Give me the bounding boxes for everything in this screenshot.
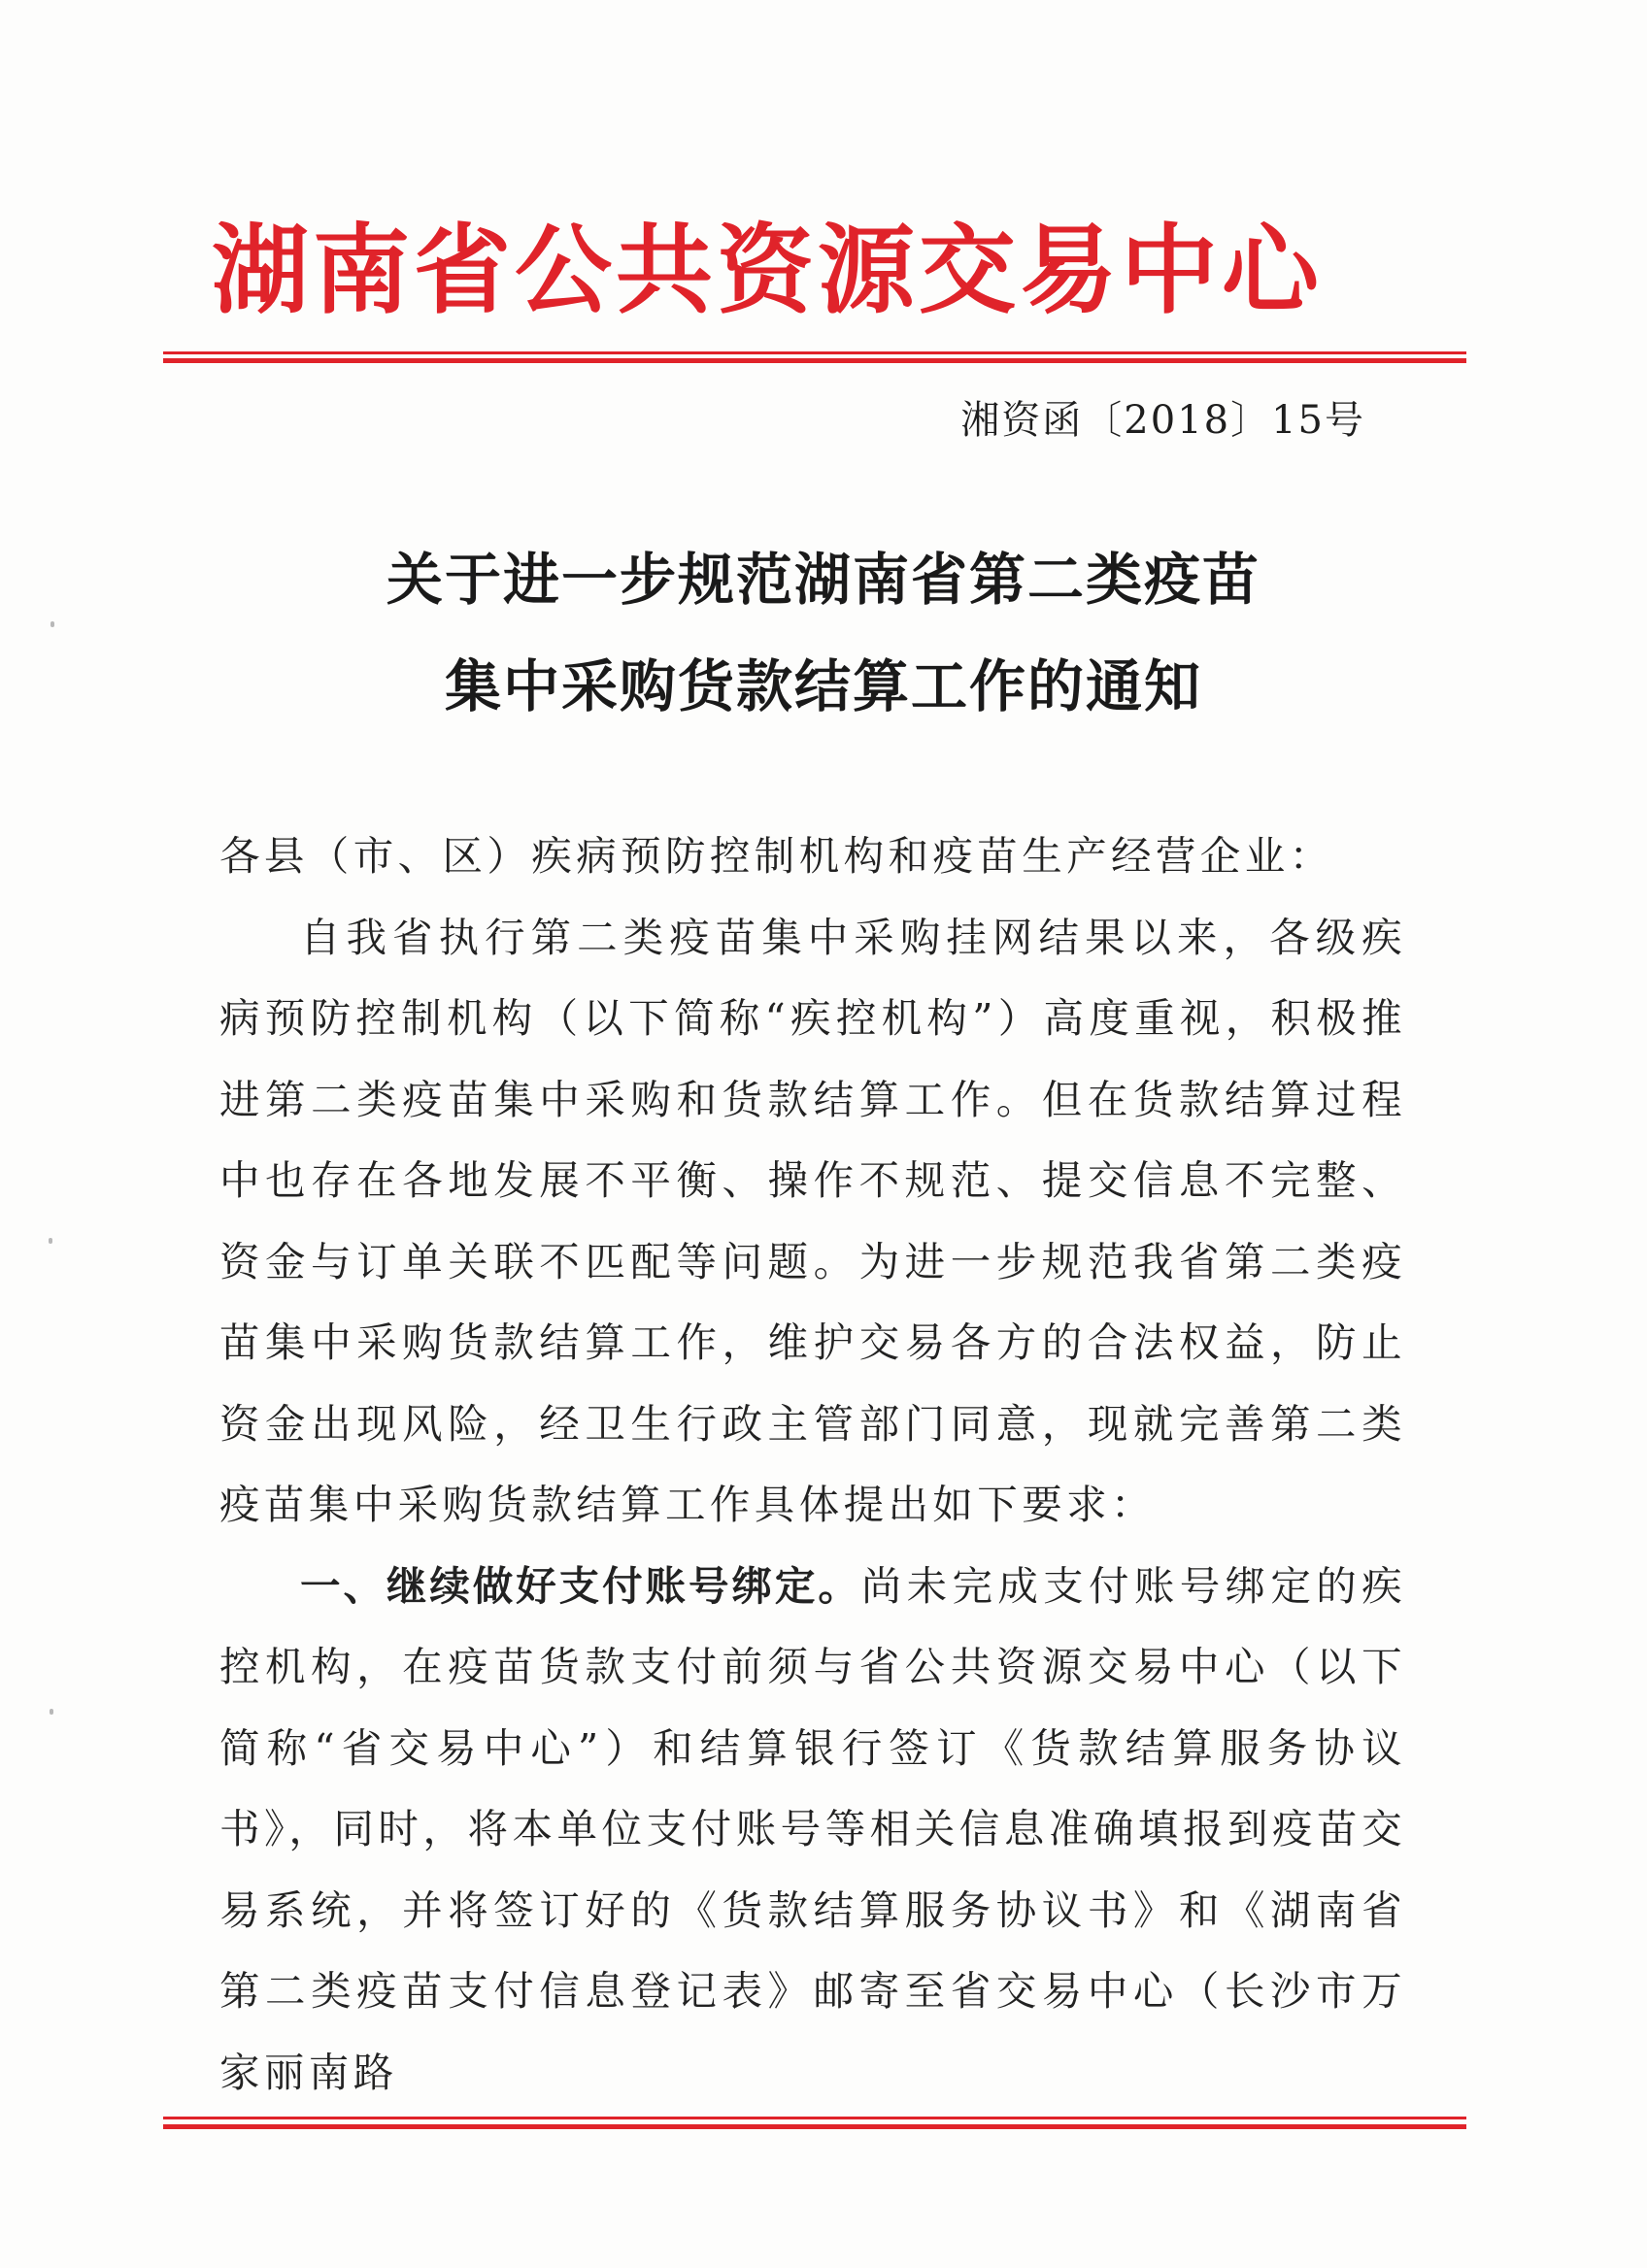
paragraph-item-1 [219,1546,1406,2114]
document-body [219,816,1406,2113]
org-header-title: 湖南省公共资源交易中心 [212,213,1323,327]
item-1-text: 尚未完成支付账号绑定的疾控机构，在疫苗货款支付前须与省公共资源交易中心（以下简称“省交易中心”）和结算银行签订《货款结算服务协议书》，同时，将本单位支付账号等相关信息准确填报到疫苗交易系统，并将签订好的《货款结算服务协议书》和《湖南省第二类疫苗支付信息登记表》邮寄至省交易中心（长沙市万家丽南路 [219,1561,1406,2096]
footer-red-rule-top [163,2117,1466,2119]
header-red-rule-bottom [163,358,1466,363]
header-red-rule-top [163,351,1466,354]
scan-speck [49,1238,52,1244]
item-1-heading: 一、继续做好支付账号绑定。 [300,1561,861,1610]
document-title-line-2: 集中采购货款结算工作的通知 [444,653,1202,719]
scan-speck [50,1709,53,1715]
document-number: 湘资函〔2018〕15号 [960,398,1365,443]
footer-red-rule-bottom [163,2124,1466,2129]
document-title-line-1: 关于进一步规范湖南省第二类疫苗 [386,547,1260,613]
scan-speck [50,621,54,627]
paragraph-intro: 自我省执行第二类疫苗集中采购挂网结果以来，各级疾病预防控制机构（以下简称“疾控机构”）高度重视，积极推进第二类疫苗集中采购和货款结算工作。但在货款结算过程中也存在各地发展不平衡、操作不规范、提交信息不完整、资金与订单关联不匹配等问题。为进一步规范我省第二类疫苗集中采购货款结算工作，维护交易各方的合法权益，防止资金出现风险，经卫生行政主管部门同意，现就完善第二类疫苗集中采购货款结算工作具体提出如下要求： [219,913,1406,1528]
salutation: 各县（市、区）疾病预防控制机构和疫苗生产经营企业： [219,832,1334,880]
